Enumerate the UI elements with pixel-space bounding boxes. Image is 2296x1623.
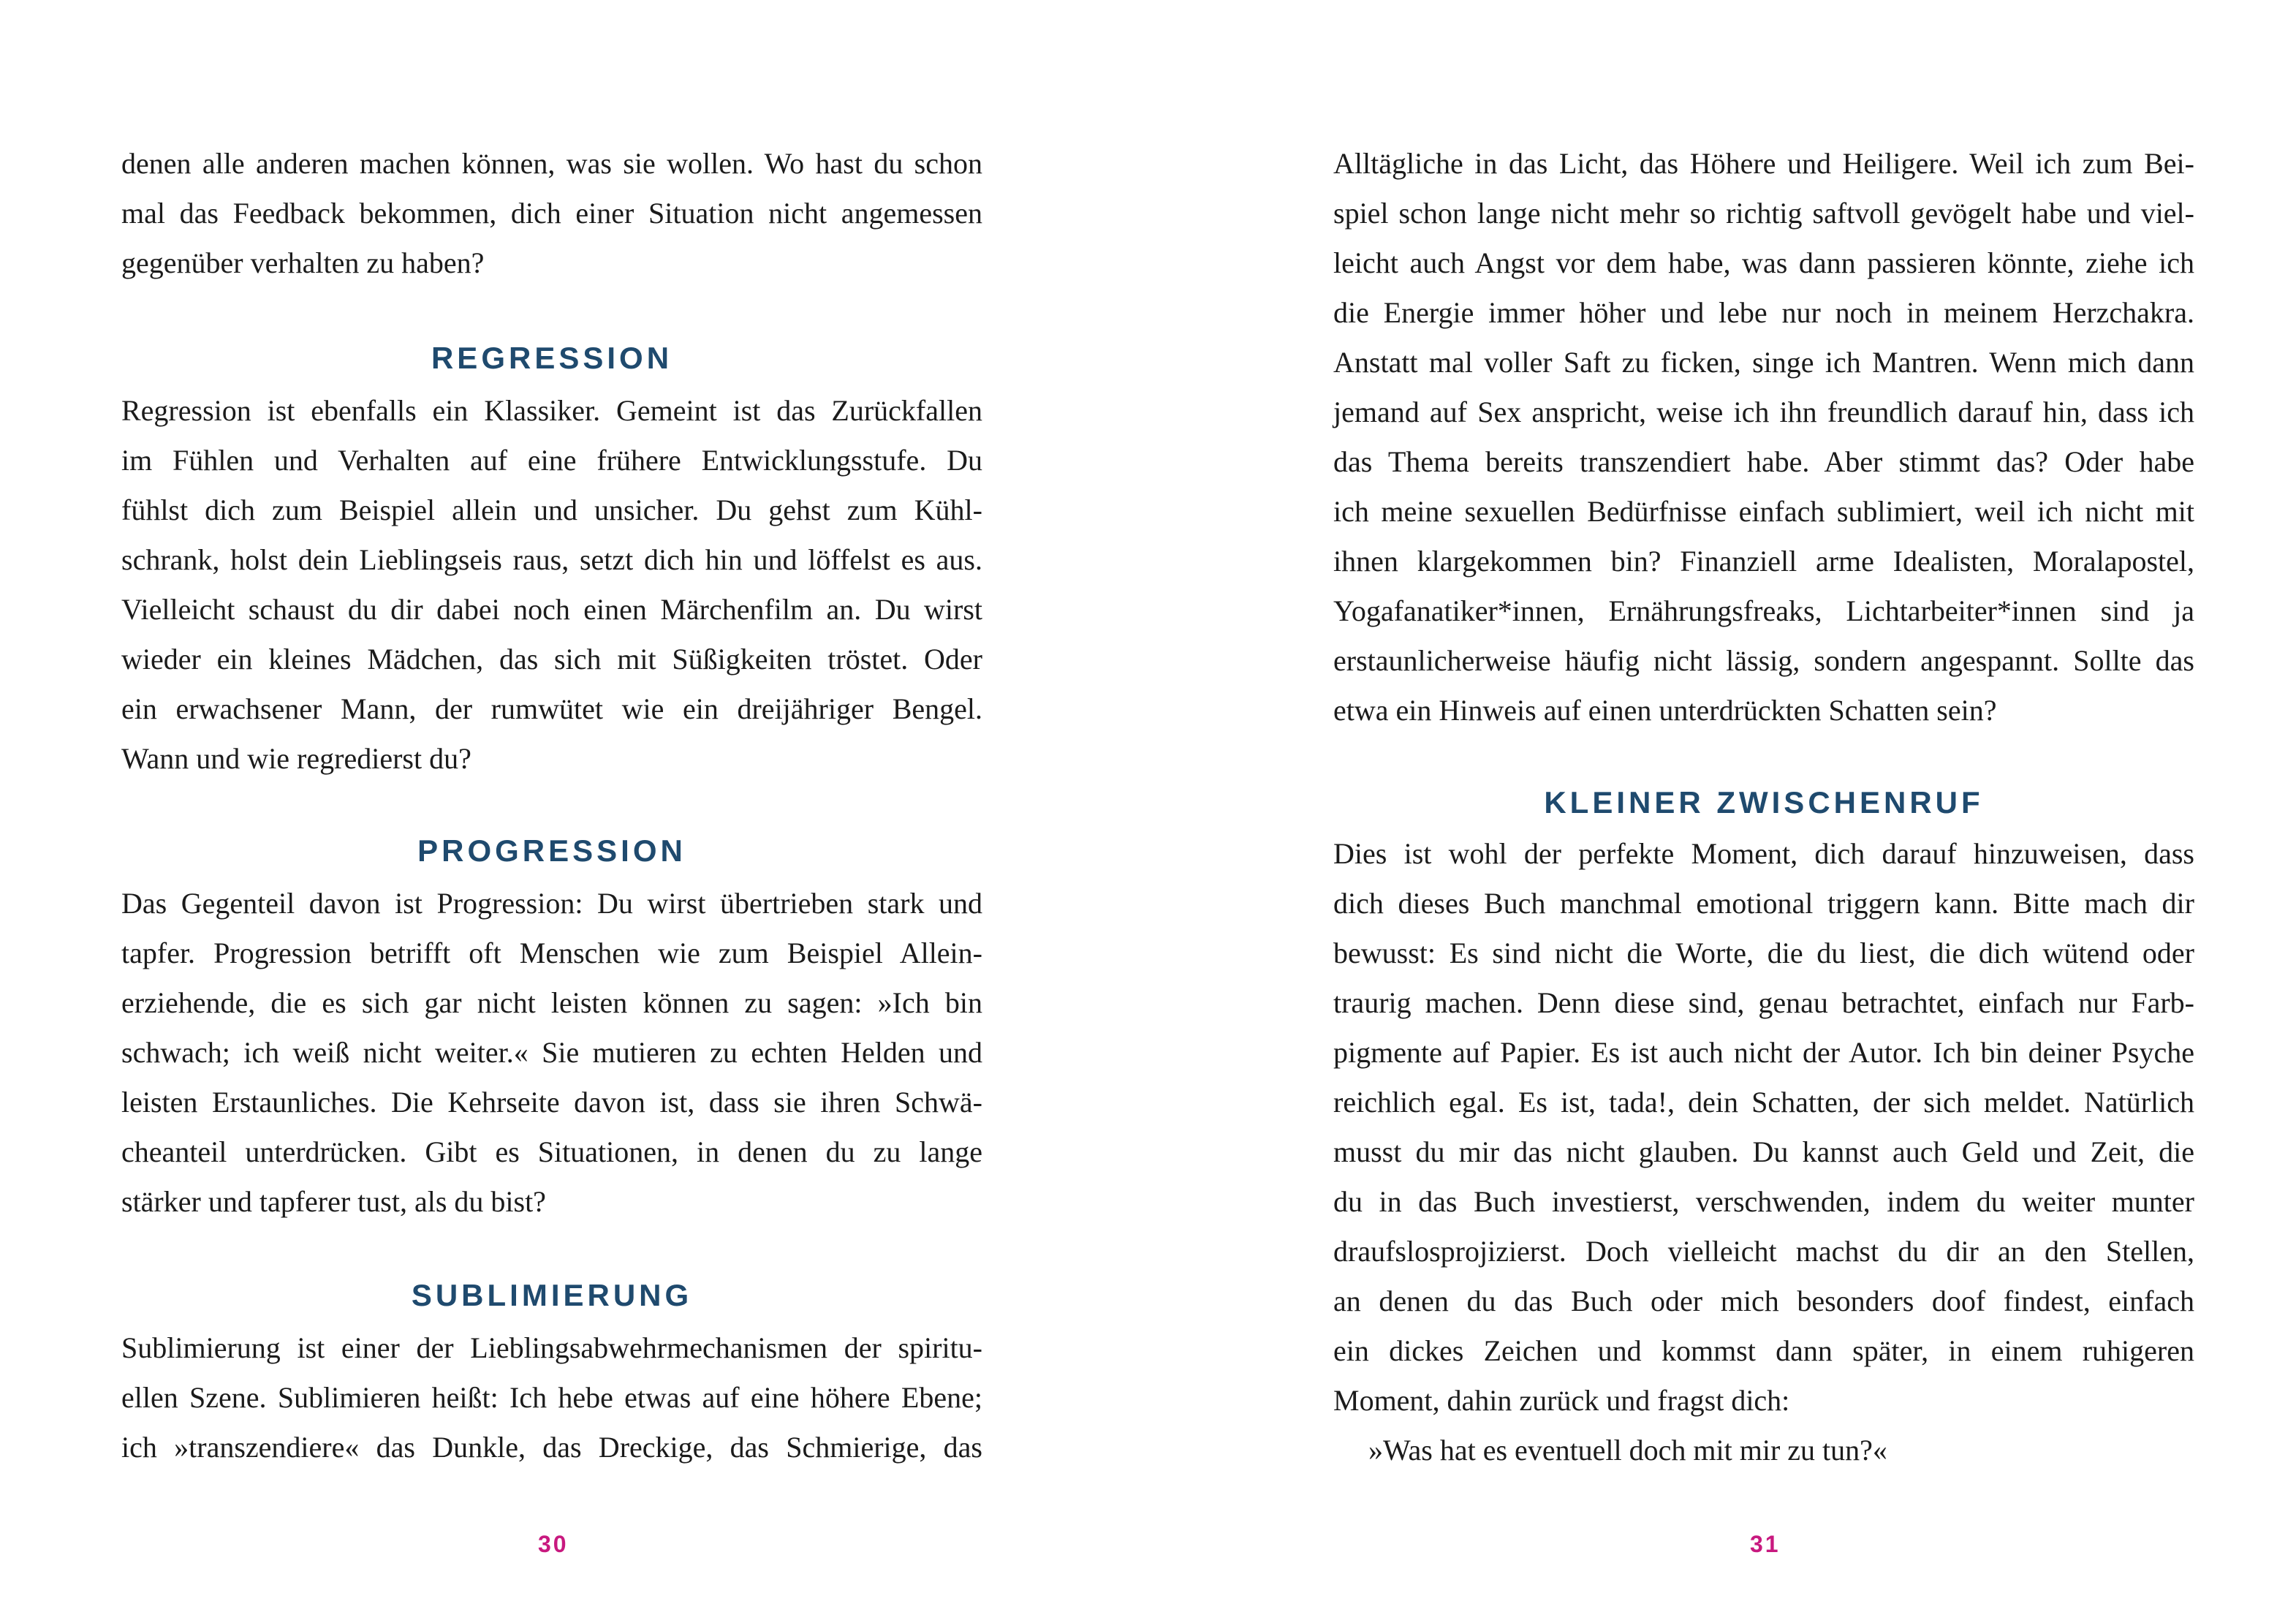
text-line: Wann und wie regredierst du? xyxy=(121,742,471,775)
sublimierung-paragraph xyxy=(121,1323,982,1472)
text-line: Sublimierung ist einer der Lieblingsabwehrmechanismen der spiritu- xyxy=(121,1331,982,1364)
section-heading-kleiner-zwischenruf: KLEINER ZWISCHENRUF xyxy=(1544,785,1984,820)
text-line: gegenüber verhalten zu haben? xyxy=(121,246,485,279)
quote-line: »Was hat es eventuell doch mit mir zu tun?« xyxy=(1368,1434,1887,1467)
text-line: denen alle anderen machen können, was sie wollen. Wo hast du schon xyxy=(121,147,982,180)
text-line: leicht auch Angst vor dem habe, was dann passieren könnte, ziehe ich xyxy=(1333,246,2194,279)
text-line: erziehende, die es sich gar nicht leisten können zu sagen: »Ich bin xyxy=(121,986,982,1019)
text-line: wieder ein kleines Mädchen, das sich mit Süßigkeiten tröstet. Oder xyxy=(121,643,982,676)
text-line: pigmente auf Papier. Es ist auch nicht der Autor. Ich bin deiner Psyche xyxy=(1333,1036,2194,1069)
text-line: spiel schon lange nicht mehr so richtig saftvoll gevögelt habe und viel- xyxy=(1333,197,2194,230)
section-heading-regression: REGRESSION xyxy=(431,341,673,375)
left-page xyxy=(121,0,982,1623)
text-line: ich »transzendiere« das Dunkle, das Dreckige, das Schmierige, das xyxy=(121,1431,982,1464)
text-line: fühlst dich zum Beispiel allein und unsicher. Du gehst zum Kühl- xyxy=(121,493,982,526)
text-line: schwach; ich weiß nicht weiter.« Sie mutieren zu echten Helden und xyxy=(121,1036,982,1069)
text-line: Yogafanatiker*innen, Ernährungsfreaks, Lichtarbeiter*innen sind ja xyxy=(1333,594,2194,627)
text-line: das Thema bereits transzendiert habe. Aber stimmt das? Oder habe xyxy=(1333,445,2194,478)
left-intro-paragraph xyxy=(121,139,982,288)
text-line: Moment, dahin zurück und fragst dich: xyxy=(1333,1384,1790,1417)
text-line: jemand auf Sex anspricht, weise ich ihn freundlich darauf hin, dass ich xyxy=(1333,396,2194,428)
text-line: du in das Buch investierst, verschwenden, indem du weiter munter xyxy=(1333,1185,2194,1218)
section-heading-progression: PROGRESSION xyxy=(417,833,686,868)
section-heading-sublimierung: SUBLIMIERUNG xyxy=(411,1278,693,1312)
text-line: ich meine sexuellen Bedürfnisse einfach sublimiert, weil ich nicht mit xyxy=(1333,495,2194,528)
text-line: Vielleicht schaust du dir dabei noch einen Märchenfilm an. Du wirst xyxy=(121,593,982,626)
text-line: schrank, holst dein Lieblingseis raus, setzt dich hin und löffelst es aus. xyxy=(121,543,982,576)
text-line: reichlich egal. Es ist, tada!, dein Schatten, der sich meldet. Natürlich xyxy=(1333,1086,2194,1119)
text-line: Das Gegenteil davon ist Progression: Du wirst übertrieben stark und xyxy=(121,887,982,920)
text-line: ihnen klargekommen bin? Finanziell arme Idealisten, Moralapostel, xyxy=(1333,545,2194,578)
right-intro-paragraph xyxy=(1333,139,2194,735)
right-page xyxy=(1333,0,2194,1623)
text-line: Regression ist ebenfalls ein Klassiker. Gemeint ist das Zurückfallen xyxy=(121,394,982,427)
page-number-left: 30 xyxy=(538,1531,569,1557)
text-line: cheanteil unterdrücken. Gibt es Situationen, in denen du zu lange xyxy=(121,1135,982,1168)
text-line: bewusst: Es sind nicht die Worte, die du liest, die dich wütend oder xyxy=(1333,937,2194,969)
text-line: ein dickes Zeichen und kommst dann später, in einem ruhigeren xyxy=(1333,1334,2194,1367)
text-line: erstaunlicherweise häufig nicht lässig, sondern angespannt. Sollte das xyxy=(1333,644,2194,677)
text-line: an denen du das Buch oder mich besonders doof findest, einfach xyxy=(1333,1285,2194,1317)
text-line: tapfer. Progression betrifft oft Menschen wie zum Beispiel Allein- xyxy=(121,937,982,969)
zwischenruf-paragraph xyxy=(1333,829,2194,1475)
text-line: Alltägliche in das Licht, das Höhere und Heiligere. Weil ich zum Bei- xyxy=(1333,147,2194,180)
text-line: Anstatt mal voller Saft zu ficken, singe ich Mantren. Wenn mich dann xyxy=(1333,346,2194,379)
text-line: mal das Feedback bekommen, dich einer Situation nicht angemessen xyxy=(121,197,982,230)
text-line: im Fühlen und Verhalten auf eine frühere Entwicklungsstufe. Du xyxy=(121,444,982,477)
text-line: ein erwachsener Mann, der rumwütet wie ein dreijähriger Bengel. xyxy=(121,692,982,725)
text-line: stärker und tapferer tust, als du bist? xyxy=(121,1185,546,1218)
progression-paragraph xyxy=(121,879,982,1227)
text-line: Dies ist wohl der perfekte Moment, dich darauf hinzuweisen, dass xyxy=(1333,837,2194,870)
regression-paragraph xyxy=(121,386,982,784)
text-line: die Energie immer höher und lebe nur noch in meinem Herzchakra. xyxy=(1333,296,2194,329)
text-line: draufslosprojizierst. Doch vielleicht machst du dir an den Stellen, xyxy=(1333,1235,2194,1268)
text-line: musst du mir das nicht glauben. Du kannst auch Geld und Zeit, die xyxy=(1333,1135,2194,1168)
text-line: ellen Szene. Sublimieren heißt: Ich hebe etwas auf eine höhere Ebene; xyxy=(121,1381,982,1414)
text-line: traurig machen. Denn diese sind, genau betrachtet, einfach nur Farb- xyxy=(1333,986,2194,1019)
page-number-right: 31 xyxy=(1750,1531,1781,1557)
text-line: etwa ein Hinweis auf einen unterdrückten Schatten sein? xyxy=(1333,694,1997,727)
text-line: leisten Erstaunliches. Die Kehrseite davon ist, dass sie ihren Schwä- xyxy=(121,1086,982,1119)
text-line: dich dieses Buch manchmal emotional triggern kann. Bitte mach dir xyxy=(1333,887,2194,920)
